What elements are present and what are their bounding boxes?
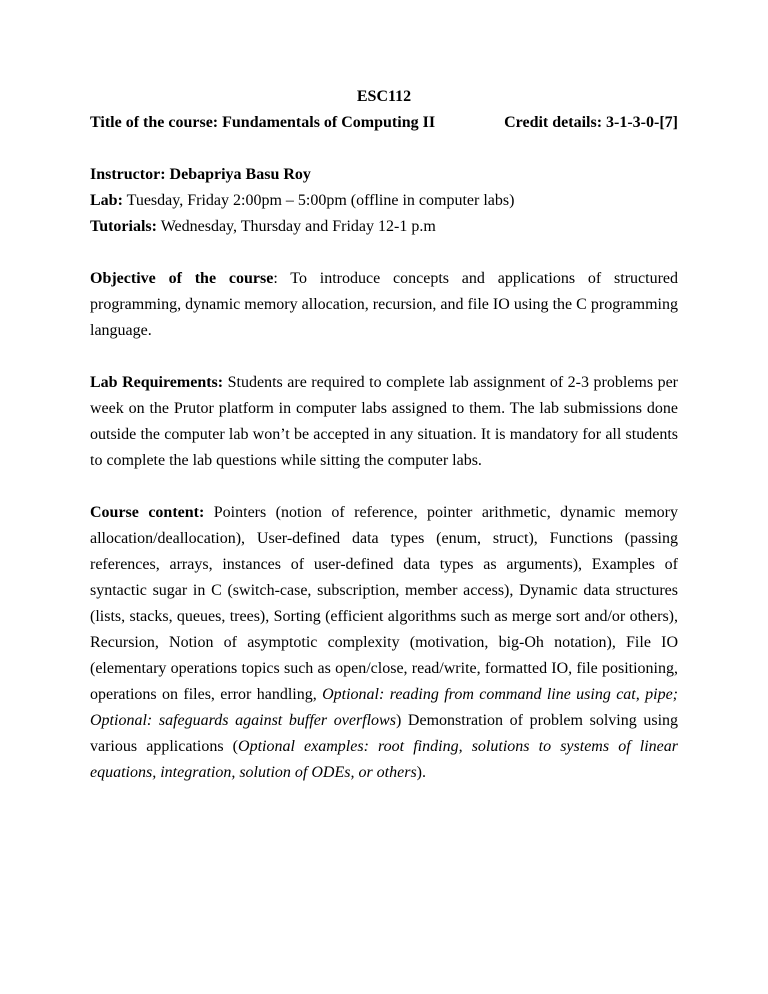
objective-paragraph <box>90 266 678 344</box>
spacer <box>90 136 678 162</box>
spacer <box>90 240 678 266</box>
lab-label: Lab: <box>90 192 123 209</box>
instructor-line <box>90 162 678 188</box>
course-content-optional-run: Optional: reading from command line using cat, pipe; Optional: safeguards against buffer overflows <box>90 686 678 729</box>
lab-line <box>90 188 678 214</box>
objective-label: Objective of the course <box>90 270 274 287</box>
title-credit-row <box>90 110 678 136</box>
lab-requirements-label: Lab Requirements: <box>90 374 224 391</box>
lab-requirements-paragraph <box>90 370 678 474</box>
credit-details: Credit details: 3-1-3-0-[7] <box>504 114 678 131</box>
course-content-label: Course content: <box>90 504 205 521</box>
spacer <box>90 474 678 500</box>
course-title: Title of the course: Fundamentals of Computing II <box>90 114 436 131</box>
instructor-text: Instructor: Debapriya Basu Roy <box>90 166 311 183</box>
tutorials-value: Wednesday, Thursday and Friday 12-1 p.m <box>156 218 436 235</box>
lab-requirements-body: Students are required to complete lab assignment of 2-3 problems per week on the Prutor platform in computer labs assigned to them. The lab submissions done outside the computer lab won’t be accepted in any situation. It is mandatory for all students to complete the lab questions while sitting the computer labs. <box>90 374 678 469</box>
course-content-run: Pointers (notion of reference, pointer arithmetic, dynamic memory allocation/deallocation), User-defined data types (enum, struct), Functions (passing references, arrays, instances of user-defined data types as arguments), Examples of syntactic sugar in C (switch-case, subscription, member access), Dynamic data structures (lists, stacks, queues, trees), Sorting (efficient algorithms such as merge sort and/or others), Recursion, Notion of asymptotic complexity (motivation, big-Oh notation), File IO (elementary operations topics such as open/close, read/write, formatted IO, file positioning, operations on files, error handling, <box>90 504 679 703</box>
course-code-heading: ESC112 <box>356 88 412 105</box>
tutorials-line <box>90 214 678 240</box>
course-content-run: ). <box>416 764 426 781</box>
course-content-run: ) Demonstration of problem solving using various applications ( <box>90 712 679 755</box>
objective-body: : To introduce concepts and applications of structured programming, dynamic memory allocation, recursion, and file IO using the C programming language. <box>90 270 678 339</box>
course-content-paragraph <box>90 500 678 786</box>
spacer <box>90 344 678 370</box>
course-content-optional-examples-run: Optional examples: root finding, solutions to systems of linear equations, integration, solution of ODEs, or others <box>90 738 678 781</box>
lab-value: Tuesday, Friday 2:00pm – 5:00pm (offline in computer labs) <box>122 192 515 209</box>
tutorials-label: Tutorials: <box>90 218 157 235</box>
